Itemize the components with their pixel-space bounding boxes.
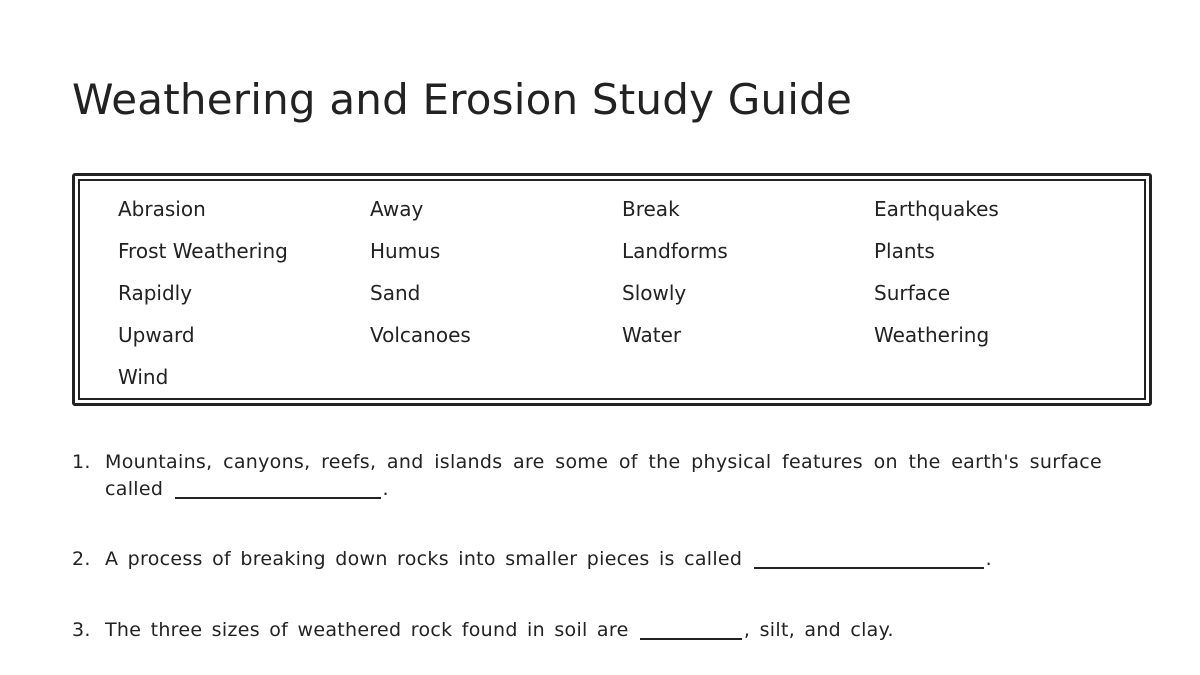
page-title: Weathering and Erosion Study Guide	[72, 75, 853, 124]
question-2	[72, 546, 1102, 573]
answer-blank[interactable]	[640, 618, 742, 640]
question-text	[105, 449, 1102, 503]
word-bank-item: Plants	[874, 239, 935, 263]
word-bank-item: Away	[370, 197, 424, 221]
question-3	[72, 617, 1102, 644]
question-text-before: Mountains, canyons, reefs, and islands are some of the physical features on the earth's surface called	[105, 451, 1102, 500]
question-text	[105, 546, 1102, 573]
word-bank-item: Frost Weathering	[118, 239, 288, 263]
question-number: 3.	[72, 619, 91, 641]
word-bank-item: Earthquakes	[874, 197, 999, 221]
question-text-after: .	[382, 478, 389, 500]
word-bank-item: Humus	[370, 239, 441, 263]
word-bank-grid	[118, 195, 1126, 405]
word-bank-inner-border	[78, 179, 1146, 400]
word-bank-item: Slowly	[622, 281, 687, 305]
word-bank-item: Volcanoes	[370, 323, 471, 347]
word-bank-item: Weathering	[874, 323, 990, 347]
word-bank-item: Abrasion	[118, 197, 206, 221]
question-1	[72, 449, 1102, 503]
question-text-before: The three sizes of weathered rock found in soil are	[105, 619, 629, 641]
word-bank-item: Upward	[118, 323, 195, 347]
word-bank-item: Landforms	[622, 239, 728, 263]
question-text	[105, 617, 1102, 644]
answer-blank[interactable]	[175, 477, 381, 499]
question-text-before: A process of breaking down rocks into smaller pieces is called	[105, 548, 743, 570]
question-number: 2.	[72, 548, 91, 570]
word-bank-item: Break	[622, 197, 680, 221]
word-bank-item: Wind	[118, 365, 169, 389]
word-bank	[72, 173, 1152, 406]
question-number: 1.	[72, 451, 91, 473]
answer-blank[interactable]	[754, 547, 984, 569]
word-bank-item: Sand	[370, 281, 421, 305]
word-bank-item: Surface	[874, 281, 951, 305]
word-bank-item: Water	[622, 323, 682, 347]
word-bank-item: Rapidly	[118, 281, 193, 305]
question-text-after: , silt, and clay.	[743, 619, 894, 641]
question-text-after: .	[985, 548, 992, 570]
